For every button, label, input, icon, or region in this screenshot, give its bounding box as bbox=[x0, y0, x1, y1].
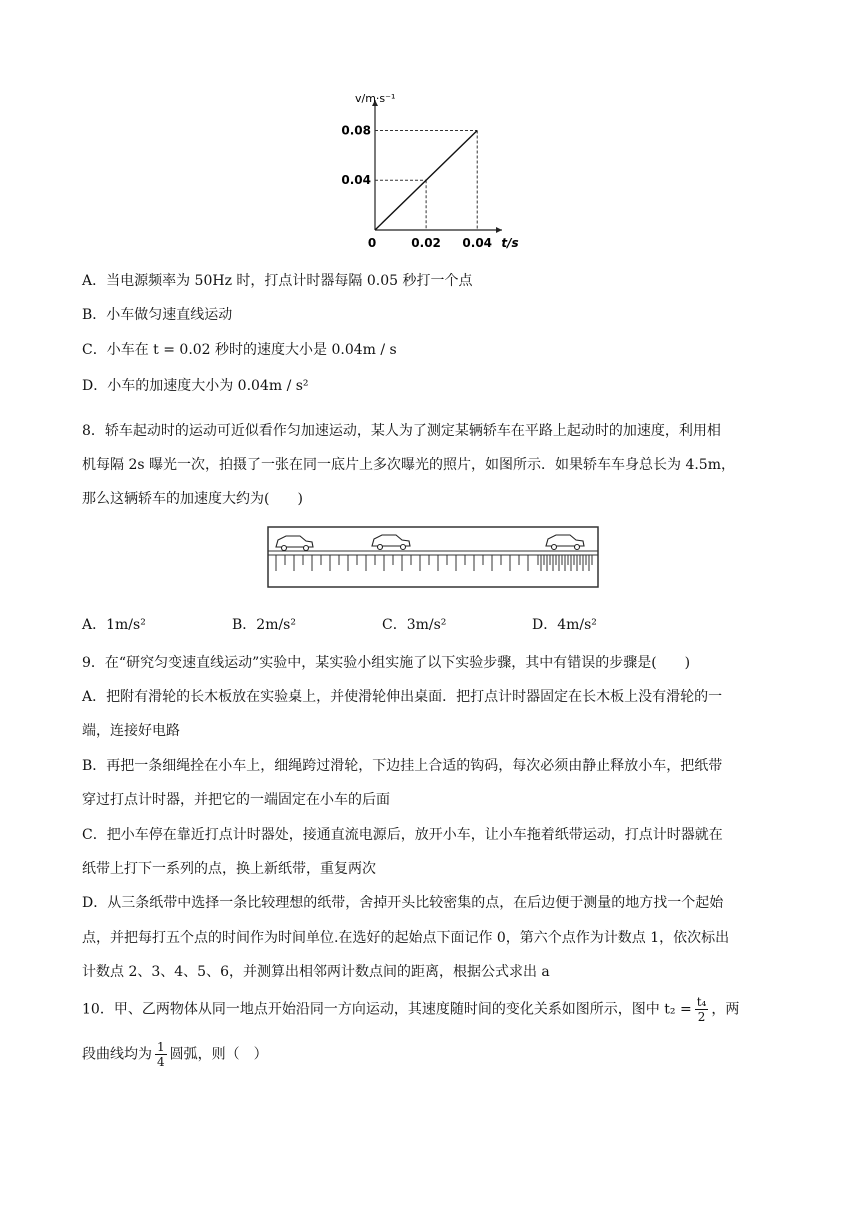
car-1 bbox=[276, 536, 313, 551]
x-tick-label: 0.02 bbox=[411, 236, 441, 250]
q8-stem-line1: 8．轿车起动时的运动可近似看作匀加速运动，某人为了测定某辆轿车在平路上起动时的加速度，利用相 bbox=[82, 423, 721, 439]
q9-line: 穿过打点计时器，并把它的一端固定在小车的后面 bbox=[82, 792, 390, 808]
fraction-quarter bbox=[155, 1040, 167, 1069]
q10-text-3: 段曲线均为 bbox=[82, 1046, 152, 1063]
q8-option-c: C．3m/s² bbox=[382, 617, 447, 633]
q9-line: C．把小车停在靠近打点计时器处，接通直流电源后，放开小车，让小车拖着纸带运动，打点计时器就在 bbox=[82, 827, 723, 843]
q10-text-1: 10．甲、乙两物体从同一地点开始沿同一方向运动，其速度随时间的变化关系如图所示，图中 t₂ = bbox=[82, 1001, 692, 1018]
q10-text-2: ，两 bbox=[711, 1001, 740, 1018]
y-tick-label: 0.08 bbox=[341, 123, 371, 138]
q8-option-a: A．1m/s² bbox=[82, 617, 146, 633]
x-axis-label: t/s bbox=[501, 236, 519, 250]
y-tick-label: 0.04 bbox=[341, 173, 371, 188]
car-3 bbox=[546, 535, 584, 550]
fraction-t4-over-2 bbox=[695, 995, 709, 1024]
q9-line: B．再把一条细绳拴在小车上，细绳跨过滑轮，下边挂上合适的钩码，每次必须由静止释放小车，把纸带 bbox=[82, 758, 723, 774]
q7-option-a: A．当电源频率为 50Hz 时，打点计时器每隔 0.05 秒打一个点 bbox=[82, 273, 473, 289]
car-ruler-figure bbox=[266, 525, 600, 591]
fraction-numerator: t₄ bbox=[696, 995, 707, 1009]
fraction-denominator: 2 bbox=[697, 1010, 706, 1024]
x-tick-label: 0.04 bbox=[462, 236, 493, 250]
q9-stem: 9．在“研究匀变速直线运动”实验中，某实验小组实施了以下实验步骤，其中有错误的步骤是( ) bbox=[82, 655, 691, 671]
q9-line: 点，并把每打五个点的时间作为时间单位.在选好的起始点下面记作 0，第六个点作为计数点 1，依次标出 bbox=[82, 930, 730, 946]
q7-option-c: C．小车在 t = 0.02 秒时的速度大小是 0.04m / s bbox=[82, 342, 397, 358]
y-axis-label: v/m·s⁻¹ bbox=[355, 92, 396, 105]
q10-text-4: 圆弧，则（ ） bbox=[169, 1046, 268, 1063]
q10-stem-line2 bbox=[82, 1040, 268, 1069]
q8-stem-line3: 那么这辆轿车的加速度大约为( ) bbox=[82, 491, 303, 507]
q9-line: A．把附有滑轮的长木板放在实验桌上，并使滑轮伸出桌面．把打点计时器固定在长木板上没有滑轮的一 bbox=[82, 689, 723, 705]
q8-option-d: D．4m/s² bbox=[532, 617, 597, 633]
car-2 bbox=[372, 535, 410, 550]
q8-stem-line2: 机每隔 2s 曝光一次，拍摄了一张在同一底片上多次曝光的照片，如图所示．如果轿车车身总长为 4.5m， bbox=[82, 457, 735, 473]
q9-line: 计数点 2、3、4、5、6，并测算出相邻两计数点间的距离，根据公式求出 a bbox=[82, 964, 550, 980]
q10-stem-line1 bbox=[82, 995, 739, 1024]
q7-option-b: B．小车做匀速直线运动 bbox=[82, 307, 233, 323]
fraction-denominator: 4 bbox=[157, 1055, 165, 1069]
x-tick-label: 0 bbox=[367, 236, 377, 250]
q7-option-d: D．小车的加速度大小为 0.04m / s² bbox=[82, 378, 309, 394]
q9-line: D．从三条纸带中选择一条比较理想的纸带，舍掉开头比较密集的点，在后边便于测量的地方找一个起始 bbox=[82, 895, 724, 911]
fraction-numerator: 1 bbox=[157, 1040, 165, 1054]
ruler-ticks bbox=[276, 555, 592, 571]
q9-line: 端，连接好电路 bbox=[82, 723, 180, 739]
x-axis-arrow bbox=[496, 227, 502, 233]
q8-option-b: B．2m/s² bbox=[232, 617, 296, 633]
q9-line: 纸带上打下一系列的点，换上新纸带，重复两次 bbox=[82, 861, 376, 877]
velocity-time-chart bbox=[330, 88, 519, 258]
